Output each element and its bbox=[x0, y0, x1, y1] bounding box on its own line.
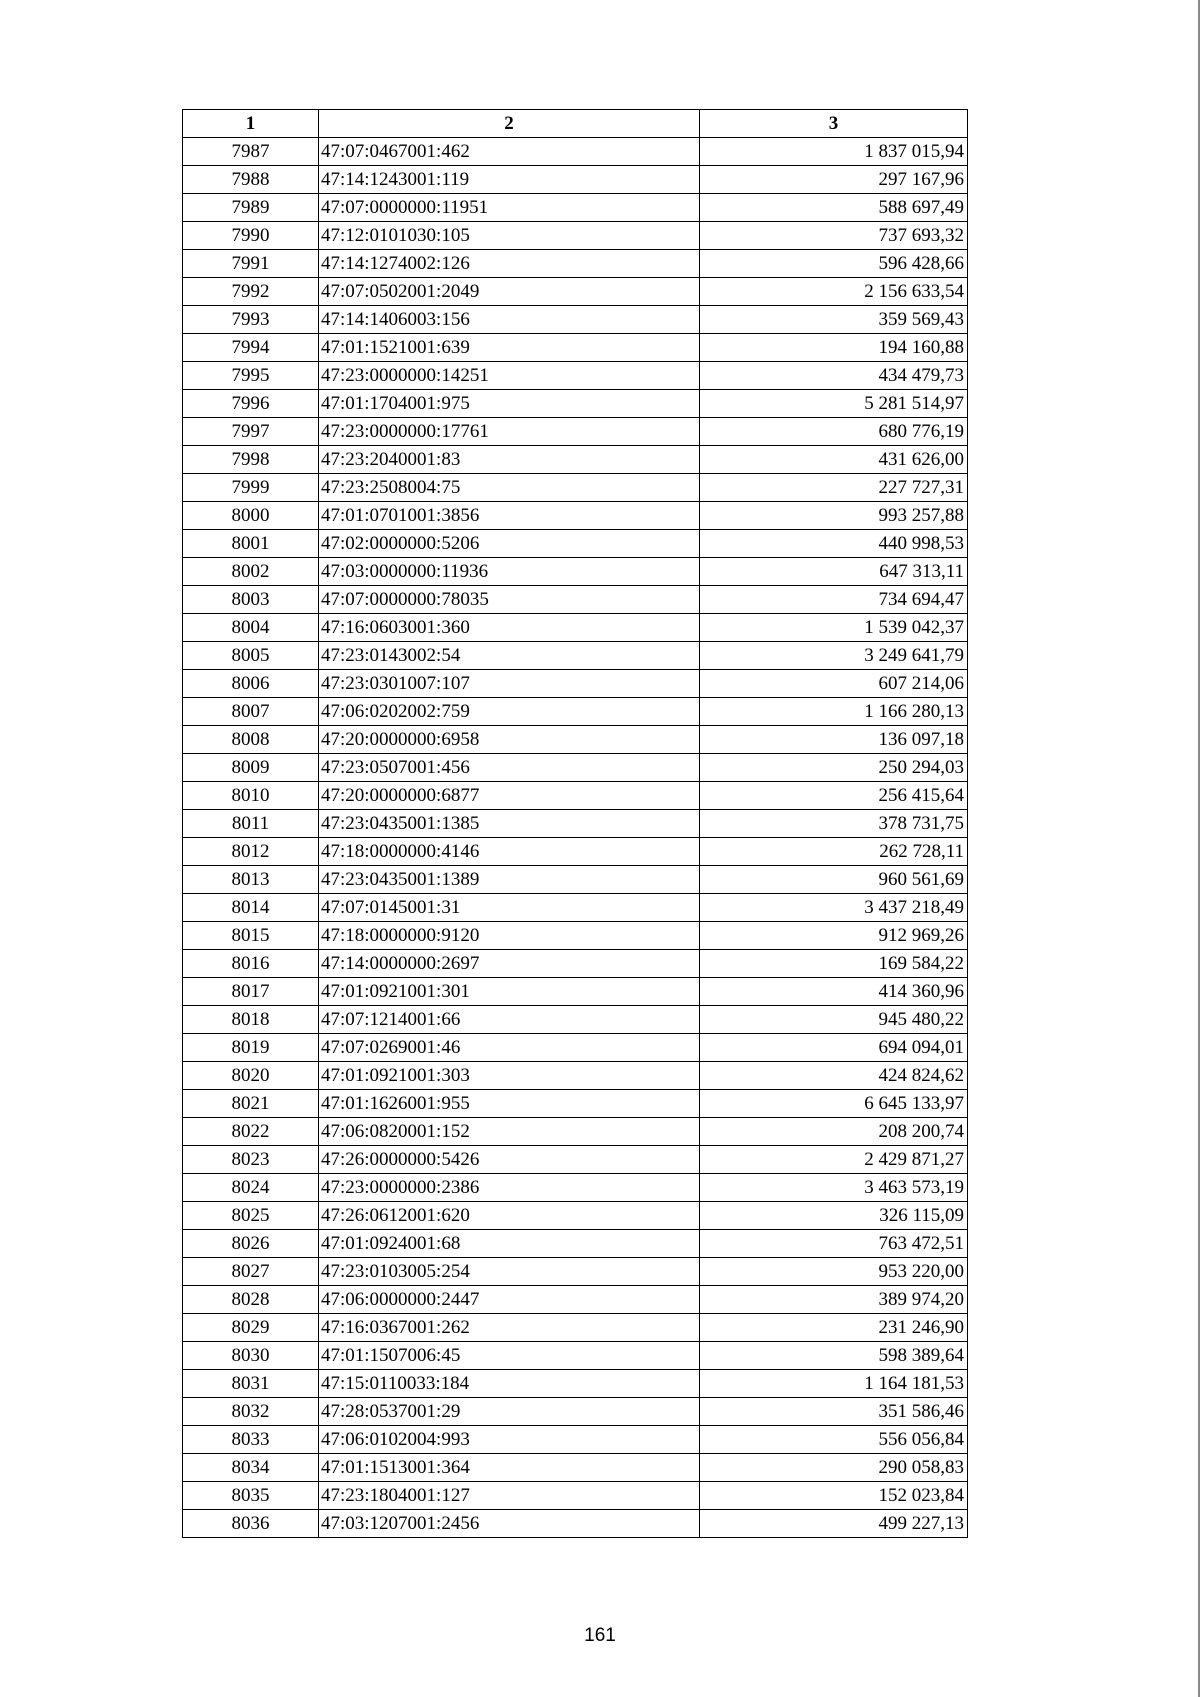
cadastral-number-cell: 47:14:1406003:156 bbox=[319, 306, 700, 334]
value-cell: 598 389,64 bbox=[700, 1342, 968, 1370]
value-cell: 993 257,88 bbox=[700, 502, 968, 530]
row-number-cell: 7987 bbox=[183, 138, 319, 166]
row-number-cell: 8030 bbox=[183, 1342, 319, 1370]
registry-table bbox=[182, 109, 968, 1538]
row-number-cell: 8011 bbox=[183, 810, 319, 838]
cadastral-number-cell: 47:01:1507006:45 bbox=[319, 1342, 700, 1370]
value-cell: 3 249 641,79 bbox=[700, 642, 968, 670]
value-cell: 5 281 514,97 bbox=[700, 390, 968, 418]
value-cell: 1 164 181,53 bbox=[700, 1370, 968, 1398]
value-cell: 3 463 573,19 bbox=[700, 1174, 968, 1202]
table-row bbox=[183, 1230, 968, 1258]
value-cell: 2 429 871,27 bbox=[700, 1146, 968, 1174]
table-row bbox=[183, 278, 968, 306]
cadastral-number-cell: 47:06:0202002:759 bbox=[319, 698, 700, 726]
cadastral-number-cell: 47:23:0000000:2386 bbox=[319, 1174, 700, 1202]
value-cell: 953 220,00 bbox=[700, 1258, 968, 1286]
row-number-cell: 8014 bbox=[183, 894, 319, 922]
cadastral-number-cell: 47:14:1243001:119 bbox=[319, 166, 700, 194]
cadastral-number-cell: 47:18:0000000:4146 bbox=[319, 838, 700, 866]
value-cell: 2 156 633,54 bbox=[700, 278, 968, 306]
row-number-cell: 7990 bbox=[183, 222, 319, 250]
row-number-cell: 7993 bbox=[183, 306, 319, 334]
cadastral-number-cell: 47:18:0000000:9120 bbox=[319, 922, 700, 950]
row-number-cell: 7991 bbox=[183, 250, 319, 278]
cadastral-number-cell: 47:23:0435001:1389 bbox=[319, 866, 700, 894]
table-row bbox=[183, 1146, 968, 1174]
table-row bbox=[183, 250, 968, 278]
cadastral-number-cell: 47:23:0507001:456 bbox=[319, 754, 700, 782]
table-row bbox=[183, 362, 968, 390]
value-cell: 208 200,74 bbox=[700, 1118, 968, 1146]
table-row bbox=[183, 726, 968, 754]
row-number-cell: 7998 bbox=[183, 446, 319, 474]
cadastral-number-cell: 47:07:0145001:31 bbox=[319, 894, 700, 922]
row-number-cell: 8032 bbox=[183, 1398, 319, 1426]
value-cell: 680 776,19 bbox=[700, 418, 968, 446]
table-row bbox=[183, 1174, 968, 1202]
row-number-cell: 8027 bbox=[183, 1258, 319, 1286]
cadastral-number-cell: 47:01:0921001:301 bbox=[319, 978, 700, 1006]
value-cell: 1 837 015,94 bbox=[700, 138, 968, 166]
row-number-cell: 7995 bbox=[183, 362, 319, 390]
value-cell: 262 728,11 bbox=[700, 838, 968, 866]
row-number-cell: 8021 bbox=[183, 1090, 319, 1118]
table-row bbox=[183, 782, 968, 810]
cadastral-number-cell: 47:03:1207001:2456 bbox=[319, 1510, 700, 1538]
row-number-cell: 8001 bbox=[183, 530, 319, 558]
value-cell: 3 437 218,49 bbox=[700, 894, 968, 922]
value-cell: 424 824,62 bbox=[700, 1062, 968, 1090]
row-number-cell: 8018 bbox=[183, 1006, 319, 1034]
cadastral-number-cell: 47:01:0701001:3856 bbox=[319, 502, 700, 530]
table-row bbox=[183, 1398, 968, 1426]
row-number-cell: 8031 bbox=[183, 1370, 319, 1398]
table-header-row bbox=[183, 110, 968, 138]
table-row bbox=[183, 866, 968, 894]
cadastral-number-cell: 47:14:1274002:126 bbox=[319, 250, 700, 278]
row-number-cell: 8003 bbox=[183, 586, 319, 614]
row-number-cell: 8005 bbox=[183, 642, 319, 670]
cadastral-number-cell: 47:06:0820001:152 bbox=[319, 1118, 700, 1146]
row-number-cell: 7992 bbox=[183, 278, 319, 306]
table-row bbox=[183, 1342, 968, 1370]
row-number-cell: 8004 bbox=[183, 614, 319, 642]
value-cell: 647 313,11 bbox=[700, 558, 968, 586]
table-row bbox=[183, 1006, 968, 1034]
table-row bbox=[183, 1370, 968, 1398]
row-number-cell: 8007 bbox=[183, 698, 319, 726]
cadastral-number-cell: 47:15:0110033:184 bbox=[319, 1370, 700, 1398]
cadastral-number-cell: 47:07:0467001:462 bbox=[319, 138, 700, 166]
cadastral-number-cell: 47:01:0921001:303 bbox=[319, 1062, 700, 1090]
value-cell: 326 115,09 bbox=[700, 1202, 968, 1230]
row-number-cell: 8019 bbox=[183, 1034, 319, 1062]
cadastral-number-cell: 47:01:1626001:955 bbox=[319, 1090, 700, 1118]
row-number-cell: 8000 bbox=[183, 502, 319, 530]
value-cell: 136 097,18 bbox=[700, 726, 968, 754]
table-row bbox=[183, 1314, 968, 1342]
cadastral-number-cell: 47:28:0537001:29 bbox=[319, 1398, 700, 1426]
cadastral-number-cell: 47:26:0612001:620 bbox=[319, 1202, 700, 1230]
table-row bbox=[183, 1454, 968, 1482]
value-cell: 499 227,13 bbox=[700, 1510, 968, 1538]
table-row bbox=[183, 530, 968, 558]
table-row bbox=[183, 1510, 968, 1538]
value-cell: 607 214,06 bbox=[700, 670, 968, 698]
table-row bbox=[183, 1202, 968, 1230]
cadastral-number-cell: 47:20:0000000:6958 bbox=[319, 726, 700, 754]
value-cell: 290 058,83 bbox=[700, 1454, 968, 1482]
cadastral-number-cell: 47:23:1804001:127 bbox=[319, 1482, 700, 1510]
table-row bbox=[183, 698, 968, 726]
row-number-cell: 8008 bbox=[183, 726, 319, 754]
cadastral-number-cell: 47:06:0102004:993 bbox=[319, 1426, 700, 1454]
table-row bbox=[183, 166, 968, 194]
cadastral-number-cell: 47:23:0000000:14251 bbox=[319, 362, 700, 390]
cadastral-number-cell: 47:01:1513001:364 bbox=[319, 1454, 700, 1482]
row-number-cell: 8017 bbox=[183, 978, 319, 1006]
column-header-cadastral-number: 2 bbox=[319, 110, 700, 138]
value-cell: 378 731,75 bbox=[700, 810, 968, 838]
cadastral-number-cell: 47:02:0000000:5206 bbox=[319, 530, 700, 558]
cadastral-number-cell: 47:23:0000000:17761 bbox=[319, 418, 700, 446]
table-row bbox=[183, 502, 968, 530]
row-number-cell: 7994 bbox=[183, 334, 319, 362]
value-cell: 440 998,53 bbox=[700, 530, 968, 558]
table-row bbox=[183, 1062, 968, 1090]
value-cell: 194 160,88 bbox=[700, 334, 968, 362]
cadastral-number-cell: 47:23:0435001:1385 bbox=[319, 810, 700, 838]
cadastral-number-cell: 47:23:0103005:254 bbox=[319, 1258, 700, 1286]
row-number-cell: 8016 bbox=[183, 950, 319, 978]
table-row bbox=[183, 138, 968, 166]
row-number-cell: 8012 bbox=[183, 838, 319, 866]
value-cell: 1 166 280,13 bbox=[700, 698, 968, 726]
table-row bbox=[183, 558, 968, 586]
value-cell: 297 167,96 bbox=[700, 166, 968, 194]
cadastral-number-cell: 47:16:0367001:262 bbox=[319, 1314, 700, 1342]
value-cell: 945 480,22 bbox=[700, 1006, 968, 1034]
column-header-number: 1 bbox=[183, 110, 319, 138]
cadastral-number-cell: 47:07:0502001:2049 bbox=[319, 278, 700, 306]
row-number-cell: 8022 bbox=[183, 1118, 319, 1146]
row-number-cell: 8024 bbox=[183, 1174, 319, 1202]
value-cell: 912 969,26 bbox=[700, 922, 968, 950]
value-cell: 694 094,01 bbox=[700, 1034, 968, 1062]
table-row bbox=[183, 978, 968, 1006]
table-row bbox=[183, 838, 968, 866]
row-number-cell: 8023 bbox=[183, 1146, 319, 1174]
value-cell: 359 569,43 bbox=[700, 306, 968, 334]
value-cell: 737 693,32 bbox=[700, 222, 968, 250]
row-number-cell: 8029 bbox=[183, 1314, 319, 1342]
cadastral-number-cell: 47:20:0000000:6877 bbox=[319, 782, 700, 810]
table-row bbox=[183, 390, 968, 418]
value-cell: 763 472,51 bbox=[700, 1230, 968, 1258]
value-cell: 588 697,49 bbox=[700, 194, 968, 222]
cadastral-number-cell: 47:07:1214001:66 bbox=[319, 1006, 700, 1034]
cadastral-number-cell: 47:07:0000000:78035 bbox=[319, 586, 700, 614]
row-number-cell: 8036 bbox=[183, 1510, 319, 1538]
cadastral-number-cell: 47:23:0143002:54 bbox=[319, 642, 700, 670]
cadastral-number-cell: 47:12:0101030:105 bbox=[319, 222, 700, 250]
row-number-cell: 8009 bbox=[183, 754, 319, 782]
row-number-cell: 8034 bbox=[183, 1454, 319, 1482]
value-cell: 960 561,69 bbox=[700, 866, 968, 894]
row-number-cell: 8006 bbox=[183, 670, 319, 698]
table-row bbox=[183, 1258, 968, 1286]
table-header bbox=[183, 110, 968, 138]
row-number-cell: 8002 bbox=[183, 558, 319, 586]
table-row bbox=[183, 306, 968, 334]
row-number-cell: 7997 bbox=[183, 418, 319, 446]
row-number-cell: 8035 bbox=[183, 1482, 319, 1510]
value-cell: 6 645 133,97 bbox=[700, 1090, 968, 1118]
cadastral-number-cell: 47:01:0924001:68 bbox=[319, 1230, 700, 1258]
table-row bbox=[183, 418, 968, 446]
table-row bbox=[183, 614, 968, 642]
table-body bbox=[183, 138, 968, 1538]
table-row bbox=[183, 334, 968, 362]
table-row bbox=[183, 894, 968, 922]
table-row bbox=[183, 922, 968, 950]
cadastral-number-cell: 47:16:0603001:360 bbox=[319, 614, 700, 642]
value-cell: 734 694,47 bbox=[700, 586, 968, 614]
row-number-cell: 7988 bbox=[183, 166, 319, 194]
value-cell: 434 479,73 bbox=[700, 362, 968, 390]
table-row bbox=[183, 194, 968, 222]
value-cell: 596 428,66 bbox=[700, 250, 968, 278]
table-row bbox=[183, 810, 968, 838]
cadastral-number-cell: 47:26:0000000:5426 bbox=[319, 1146, 700, 1174]
value-cell: 169 584,22 bbox=[700, 950, 968, 978]
cadastral-number-cell: 47:14:0000000:2697 bbox=[319, 950, 700, 978]
value-cell: 414 360,96 bbox=[700, 978, 968, 1006]
table-row bbox=[183, 222, 968, 250]
table-row bbox=[183, 1286, 968, 1314]
column-header-value: 3 bbox=[700, 110, 968, 138]
cadastral-number-cell: 47:23:0301007:107 bbox=[319, 670, 700, 698]
row-number-cell: 8026 bbox=[183, 1230, 319, 1258]
value-cell: 152 023,84 bbox=[700, 1482, 968, 1510]
cadastral-number-cell: 47:07:0269001:46 bbox=[319, 1034, 700, 1062]
value-cell: 250 294,03 bbox=[700, 754, 968, 782]
cadastral-number-cell: 47:01:1704001:975 bbox=[319, 390, 700, 418]
row-number-cell: 7989 bbox=[183, 194, 319, 222]
value-cell: 351 586,46 bbox=[700, 1398, 968, 1426]
row-number-cell: 8020 bbox=[183, 1062, 319, 1090]
value-cell: 227 727,31 bbox=[700, 474, 968, 502]
page-number: 161 bbox=[584, 1625, 616, 1646]
table-row bbox=[183, 642, 968, 670]
value-cell: 1 539 042,37 bbox=[700, 614, 968, 642]
row-number-cell: 8015 bbox=[183, 922, 319, 950]
value-cell: 231 246,90 bbox=[700, 1314, 968, 1342]
row-number-cell: 8025 bbox=[183, 1202, 319, 1230]
table-row bbox=[183, 1034, 968, 1062]
row-number-cell: 8010 bbox=[183, 782, 319, 810]
table-row bbox=[183, 950, 968, 978]
value-cell: 389 974,20 bbox=[700, 1286, 968, 1314]
value-cell: 256 415,64 bbox=[700, 782, 968, 810]
row-number-cell: 7996 bbox=[183, 390, 319, 418]
table-row bbox=[183, 446, 968, 474]
value-cell: 556 056,84 bbox=[700, 1426, 968, 1454]
registry-table-container bbox=[182, 109, 968, 1538]
table-row bbox=[183, 1118, 968, 1146]
cadastral-number-cell: 47:06:0000000:2447 bbox=[319, 1286, 700, 1314]
table-row bbox=[183, 670, 968, 698]
table-row bbox=[183, 754, 968, 782]
table-row bbox=[183, 586, 968, 614]
cadastral-number-cell: 47:23:2508004:75 bbox=[319, 474, 700, 502]
row-number-cell: 8013 bbox=[183, 866, 319, 894]
table-row bbox=[183, 1482, 968, 1510]
cadastral-number-cell: 47:01:1521001:639 bbox=[319, 334, 700, 362]
value-cell: 431 626,00 bbox=[700, 446, 968, 474]
table-row bbox=[183, 1090, 968, 1118]
row-number-cell: 7999 bbox=[183, 474, 319, 502]
table-row bbox=[183, 1426, 968, 1454]
cadastral-number-cell: 47:23:2040001:83 bbox=[319, 446, 700, 474]
cadastral-number-cell: 47:03:0000000:11936 bbox=[319, 558, 700, 586]
row-number-cell: 8033 bbox=[183, 1426, 319, 1454]
table-row bbox=[183, 474, 968, 502]
row-number-cell: 8028 bbox=[183, 1286, 319, 1314]
cadastral-number-cell: 47:07:0000000:11951 bbox=[319, 194, 700, 222]
